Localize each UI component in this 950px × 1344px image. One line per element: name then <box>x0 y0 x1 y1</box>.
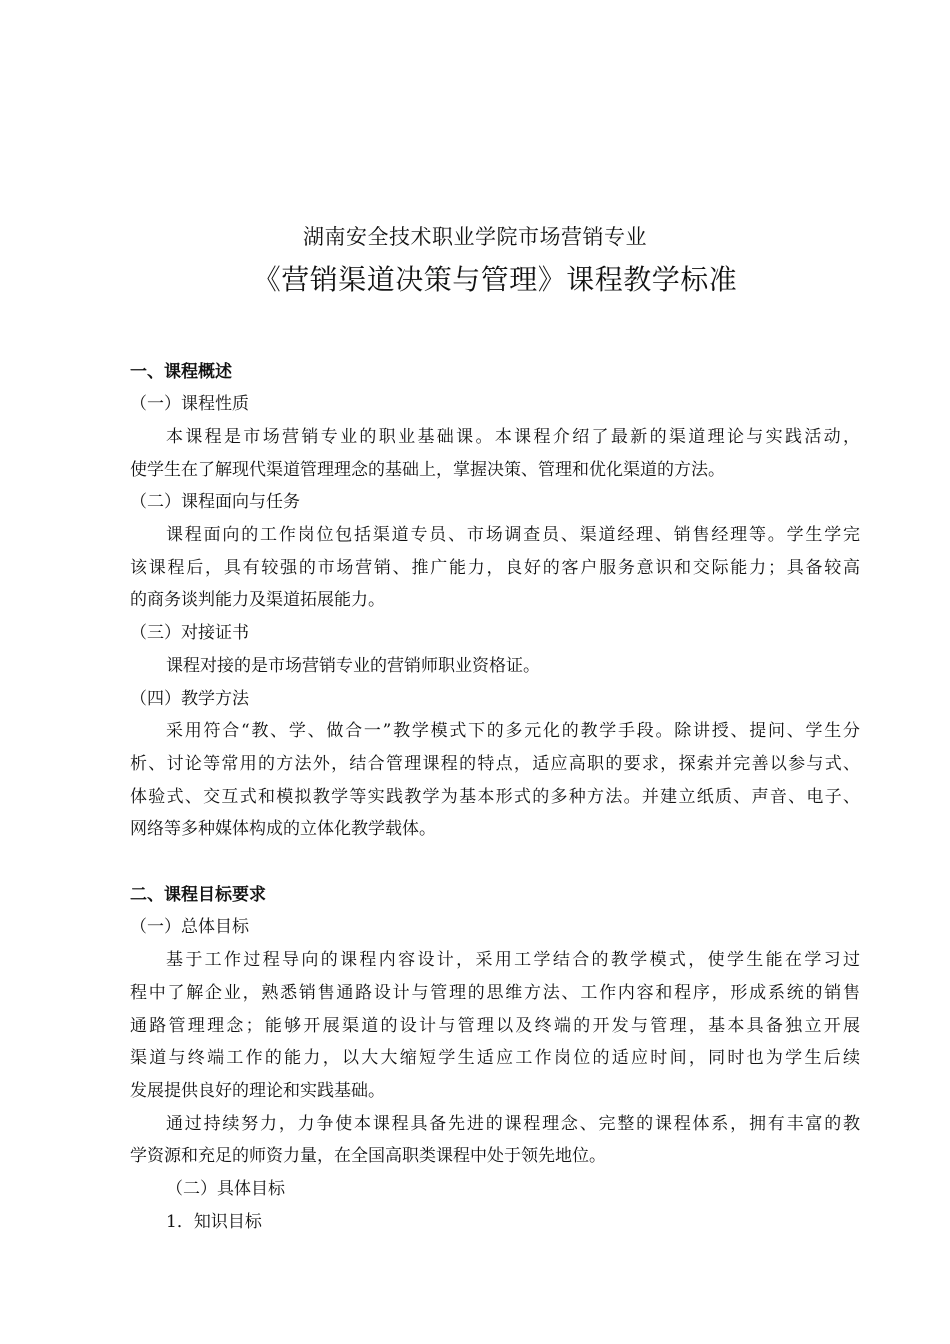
paragraph-line: 该课程后，具有较强的市场营销、推广能力，良好的客户服务意识和交际能力；具备较高 <box>130 558 860 578</box>
paragraph-line: 课程对接的是市场营销专业的营销师职业资格证。 <box>166 656 540 676</box>
paragraph-line: 课程面向的工作岗位包括渠道专员、市场调查员、渠道经理、销售经理等。学生学完 <box>166 525 860 545</box>
paragraph-line: 本课程是市场营销专业的职业基础课。本课程介绍了最新的渠道理论与实践活动， <box>166 427 860 447</box>
section-heading-overview: 一、课程概述 <box>130 362 232 382</box>
subsection-title-specific: （二）具体目标 <box>166 1179 285 1199</box>
paragraph-line: 网络等多种媒体构成的立体化教学载体。 <box>130 819 436 839</box>
paragraph-line: 发展提供良好的理论和实践基础。 <box>130 1081 385 1101</box>
paragraph-line: 通路管理理念；能够开展渠道的设计与管理以及终端的开发与管理，基本具备独立开展 <box>130 1016 860 1036</box>
section-heading-goals: 二、课程目标要求 <box>130 885 266 905</box>
subsection-title-target: （二）课程面向与任务 <box>130 492 300 512</box>
paragraph-line: 的商务谈判能力及渠道拓展能力。 <box>130 590 385 610</box>
subsection-title-certificate: （三）对接证书 <box>130 623 249 643</box>
document-subtitle: 湖南安全技术职业学院市场营销专业 <box>303 225 647 249</box>
paragraph-line: 基于工作过程导向的课程内容设计，采用工学结合的教学模式，使学生能在学习过 <box>166 950 860 970</box>
subsection-title-nature: （一）课程性质 <box>130 394 249 414</box>
list-item-knowledge: 1．知识目标 <box>166 1212 262 1232</box>
paragraph-line: 渠道与终端工作的能力，以大大缩短学生适应工作岗位的适应时间，同时也为学生后续 <box>130 1048 860 1068</box>
paragraph-line: 体验式、交互式和模拟教学等实践教学为基本形式的多种方法。并建立纸质、声音、电子、 <box>130 787 860 807</box>
subsection-title-overall: （一）总体目标 <box>130 917 249 937</box>
paragraph-line: 学资源和充足的师资力量，在全国高职类课程中处于领先地位。 <box>130 1146 606 1166</box>
paragraph-line: 采用符合“教、学、做合一”教学模式下的多元化的教学手段。除讲授、提问、学生分 <box>166 721 860 741</box>
paragraph-line: 通过持续努力，力争使本课程具备先进的课程理念、完整的课程体系，拥有丰富的教 <box>166 1114 860 1134</box>
paragraph-line: 使学生在了解现代渠道管理理念的基础上，掌握决策、管理和优化渠道的方法。 <box>130 460 725 480</box>
paragraph-line: 析、讨论等常用的方法外，结合管理课程的特点，适应高职的要求，探索并完善以参与式、 <box>130 754 860 774</box>
paragraph-line: 程中了解企业，熟悉销售通路设计与管理的思维方法、工作内容和程序，形成系统的销售 <box>130 983 860 1003</box>
document-title: 《营销渠道决策与管理》课程教学标准 <box>252 263 738 296</box>
subsection-title-methods: （四）教学方法 <box>130 689 249 709</box>
